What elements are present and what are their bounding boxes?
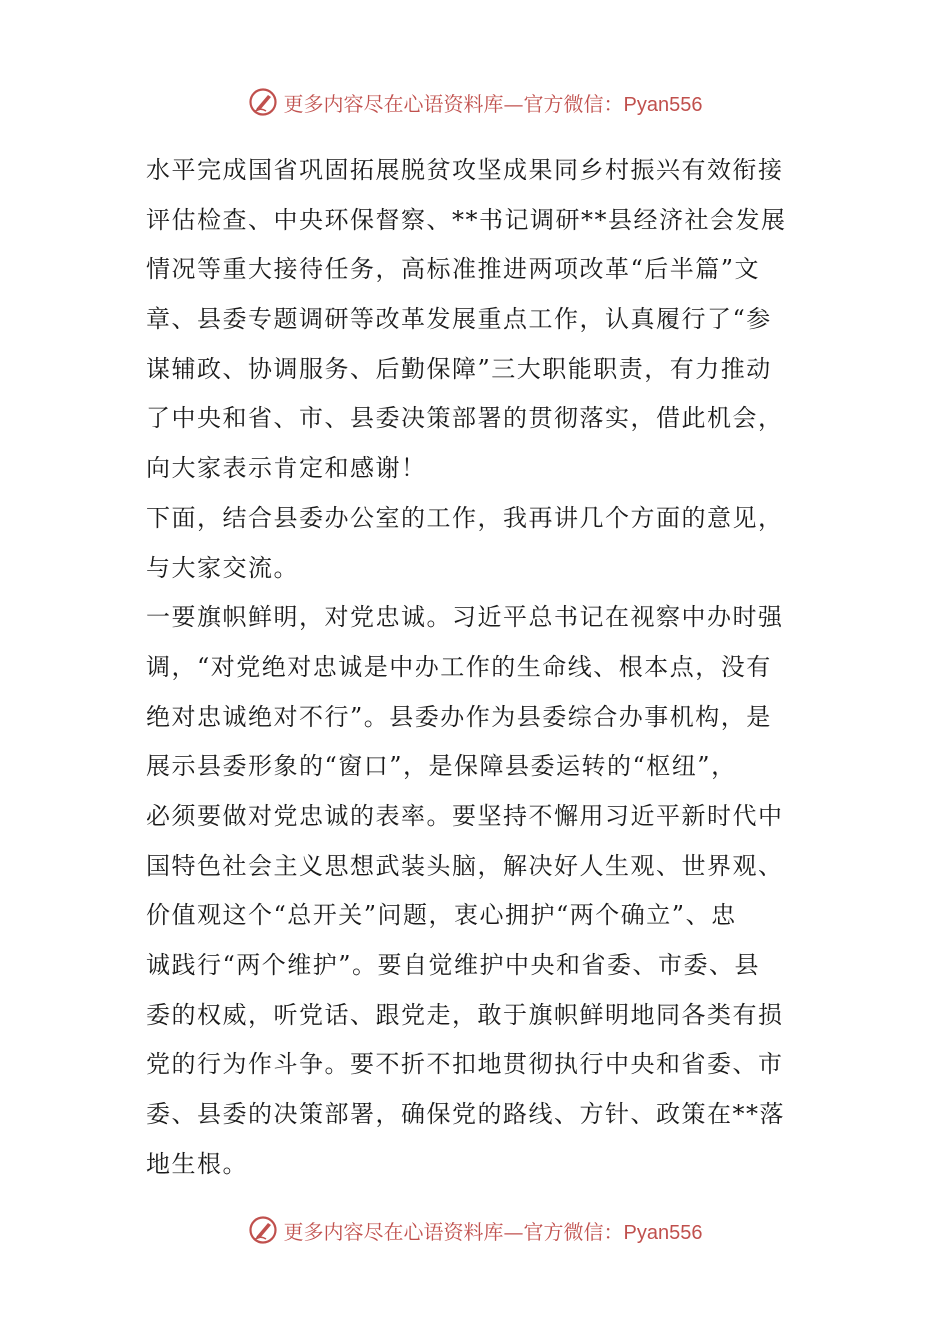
body-line: 章、县委专题调研等改革发展重点工作，认真履行了“参 [146,305,772,334]
banner-text [284,1216,703,1245]
body-line: 水平完成国省巩固拓展脱贫攻坚成果同乡村振兴有效衔接 [146,156,784,184]
body-line: 委的权威，听党话、跟党走，敢于旗帜鲜明地同各类有损 [146,1000,784,1029]
body-line: 价值观这个“总开关”问题，衷心拥护“两个确立”、忠 [146,901,737,930]
document-body [146,146,810,1189]
body-line: 调，“对党绝对忠诚是中办工作的生命线、根本点，没有 [146,652,772,681]
body-line: 情况等重大接待任务，高标准推进两项改革“后半篇”文 [146,255,761,284]
banner-wechat-id: Pyan556 [623,93,703,116]
body-line: 地生根。 [146,1149,248,1178]
body-line: 展示县委形象的“窗口”，是保障县委运转的“枢纽”， [146,752,737,781]
body-line: 谋辅政、协调服务、后勤保障”三大职能职责，有力推动 [146,354,772,383]
body-line: 了中央和省、市、县委决策部署的贯彻落实，借此机会， [146,404,784,433]
body-line: 委、县委的决策部署，确保党的路线、方针、政策在**落 [146,1100,785,1129]
body-line: 向大家表示肯定和感谢！ [146,454,427,483]
body-line: 与大家交流。 [146,553,299,582]
pen-logo-icon [248,87,278,117]
body-line: 绝对忠诚绝对不行”。县委办作为县委综合办事机构，是 [146,702,772,731]
banner-text [284,88,703,117]
body-line: 一要旗帜鲜明，对党忠诚。习近平总书记在视察中办时强 [146,603,784,632]
body-line: 下面，结合县委办公室的工作，我再讲几个方面的意见， [146,503,784,532]
header-banner [0,82,950,122]
body-line: 必须要做对党忠诚的表率。要坚持不懈用习近平新时代中 [146,801,784,830]
body-line: 党的行为作斗争。要不折不扣地贯彻执行中央和省委、市 [146,1050,784,1079]
footer-banner [0,1210,950,1250]
pen-logo-icon [248,1215,278,1245]
banner-wechat-id: Pyan556 [623,1221,703,1244]
body-line: 国特色社会主义思想武装头脑，解决好人生观、世界观、 [146,851,784,880]
banner-slogan: 更多内容尽在心语资料库—官方微信： [283,1219,624,1244]
banner-slogan: 更多内容尽在心语资料库—官方微信： [283,91,624,116]
body-line: 评估检查、中央环保督察、**书记调研**县经济社会发展 [146,205,787,234]
body-line: 诚践行“两个维护”。要自觉维护中央和省委、市委、县 [146,951,761,979]
